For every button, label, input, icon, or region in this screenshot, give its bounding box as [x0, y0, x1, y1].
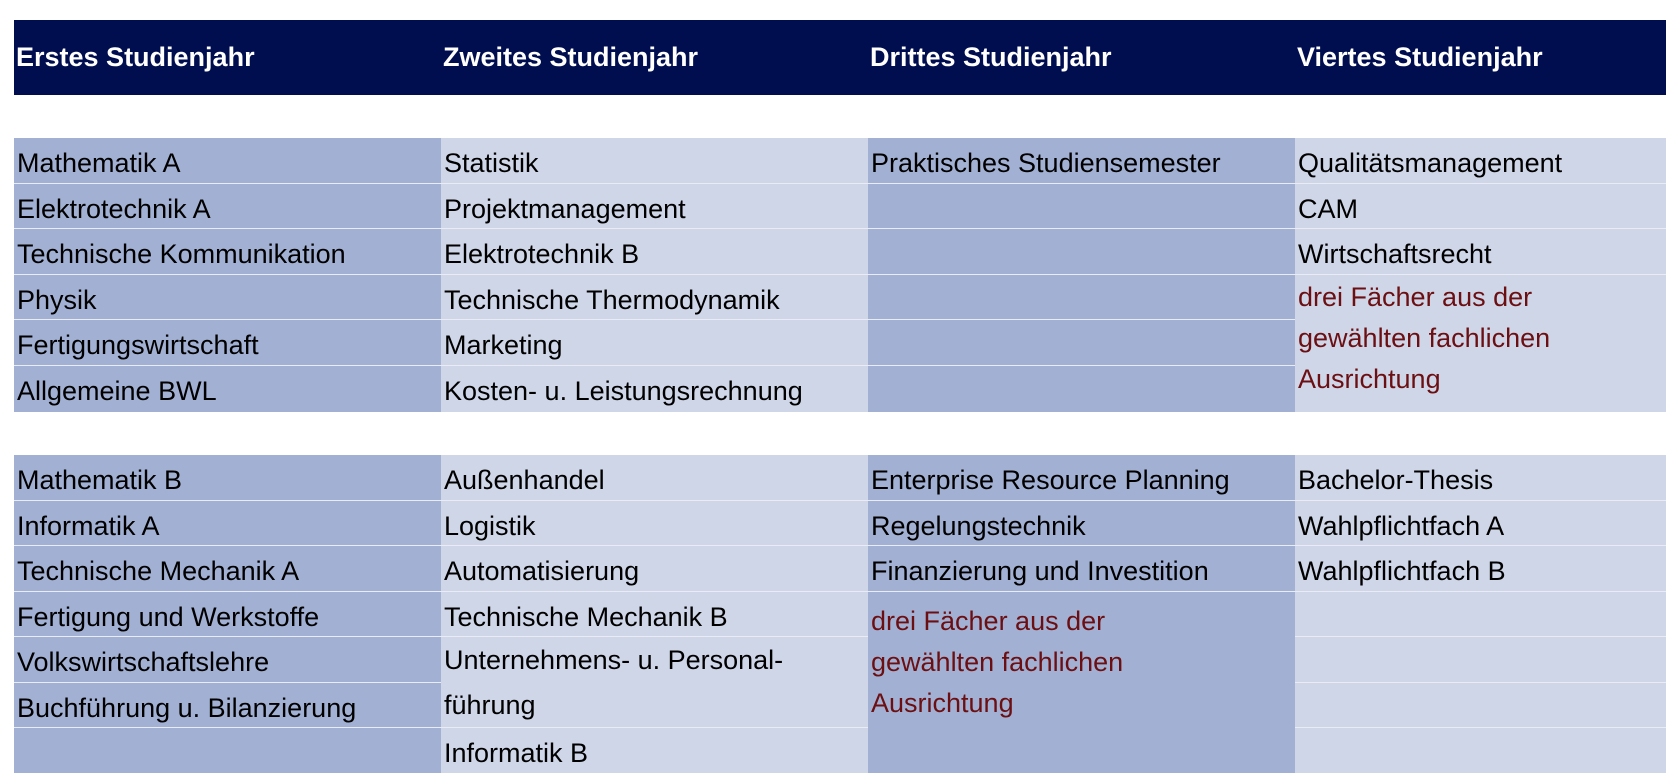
empty-cell — [868, 184, 1295, 230]
course-cell: Informatik B — [444, 738, 589, 768]
course-cell: Wahlpflichtfach A — [1295, 501, 1666, 547]
empty-cell — [868, 275, 1295, 321]
elective-note — [1298, 277, 1550, 400]
course-cell: Physik — [14, 275, 441, 321]
course-cell: Statistik — [441, 138, 868, 184]
course-cell: Enterprise Resource Planning — [868, 455, 1295, 501]
course-cell: Marketing — [441, 320, 868, 366]
year1-column — [14, 138, 441, 412]
year2-column — [441, 455, 868, 773]
course-cell: Automatisierung — [441, 546, 868, 592]
elective-note — [871, 601, 1123, 724]
year2-column — [441, 138, 868, 412]
note-line: drei Fächer aus der — [871, 606, 1106, 636]
course-cell: Praktisches Studiensemester — [868, 138, 1295, 184]
course-cell-multiline — [441, 637, 868, 728]
year-header-1: Erstes Studienjahr — [16, 42, 255, 72]
empty-cell — [1295, 683, 1666, 729]
course-cell: Finanzierung und Investition — [868, 546, 1295, 592]
note-line: gewählten fachlichen — [871, 647, 1124, 677]
course-cell: Wahlpflichtfach B — [1295, 546, 1666, 592]
empty-cell — [868, 320, 1295, 366]
course-line: führung — [444, 690, 536, 720]
course-cell: Buchführung u. Bilanzierung — [14, 683, 441, 729]
course-cell: Informatik A — [14, 501, 441, 547]
course-cell: Logistik — [441, 501, 868, 547]
semester-block-2 — [14, 455, 1666, 773]
course-cell: Allgemeine BWL — [17, 375, 217, 406]
year4-column — [1295, 138, 1666, 412]
course-cell: Mathematik A — [14, 138, 441, 184]
course-cell: Wirtschaftsrecht — [1295, 229, 1666, 275]
note-line: Ausrichtung — [871, 688, 1014, 718]
year1-column — [14, 455, 441, 773]
course-cell: Elektrotechnik A — [14, 184, 441, 230]
note-line: gewählten fachlichen — [1298, 323, 1551, 353]
note-line: drei Fächer aus der — [1298, 282, 1533, 312]
empty-cell — [868, 366, 1295, 412]
course-cell: Elektrotechnik B — [441, 229, 868, 275]
course-cell: Mathematik B — [14, 455, 441, 501]
empty-cell — [1295, 728, 1666, 774]
note-line: Ausrichtung — [1298, 364, 1441, 394]
course-cell: Kosten- u. Leistungsrechnung — [444, 375, 803, 406]
header-row — [14, 20, 1666, 95]
year3-column — [868, 138, 1295, 412]
empty-cell — [14, 728, 441, 774]
course-cell: Projektmanagement — [441, 184, 868, 230]
empty-cell — [868, 229, 1295, 275]
course-cell: CAM — [1295, 184, 1666, 230]
course-cell: Technische Thermodynamik — [441, 275, 868, 321]
year4-column — [1295, 455, 1666, 773]
course-cell: Fertigungswirtschaft — [14, 320, 441, 366]
course-cell: Technische Kommunikation — [14, 229, 441, 275]
course-cell: Regelungstechnik — [868, 501, 1295, 547]
year-header-4: Viertes Studienjahr — [1297, 42, 1543, 72]
course-cell: Außenhandel — [441, 455, 868, 501]
course-cell: Bachelor-Thesis — [1295, 455, 1666, 501]
year-header-3: Drittes Studienjahr — [870, 42, 1112, 72]
empty-cell — [1295, 592, 1666, 638]
course-cell: Technische Mechanik B — [441, 592, 868, 638]
course-cell: Technische Mechanik A — [14, 546, 441, 592]
course-line: Unternehmens- u. Personal- — [444, 645, 784, 675]
empty-cell — [1295, 637, 1666, 683]
year-header-2: Zweites Studienjahr — [443, 42, 699, 72]
semester-block-1 — [14, 138, 1666, 412]
course-cell: Volkswirtschaftslehre — [14, 637, 441, 683]
year3-column — [868, 455, 1295, 773]
course-cell: Fertigung und Werkstoffe — [14, 592, 441, 638]
course-cell: Qualitätsmanagement — [1295, 138, 1666, 184]
